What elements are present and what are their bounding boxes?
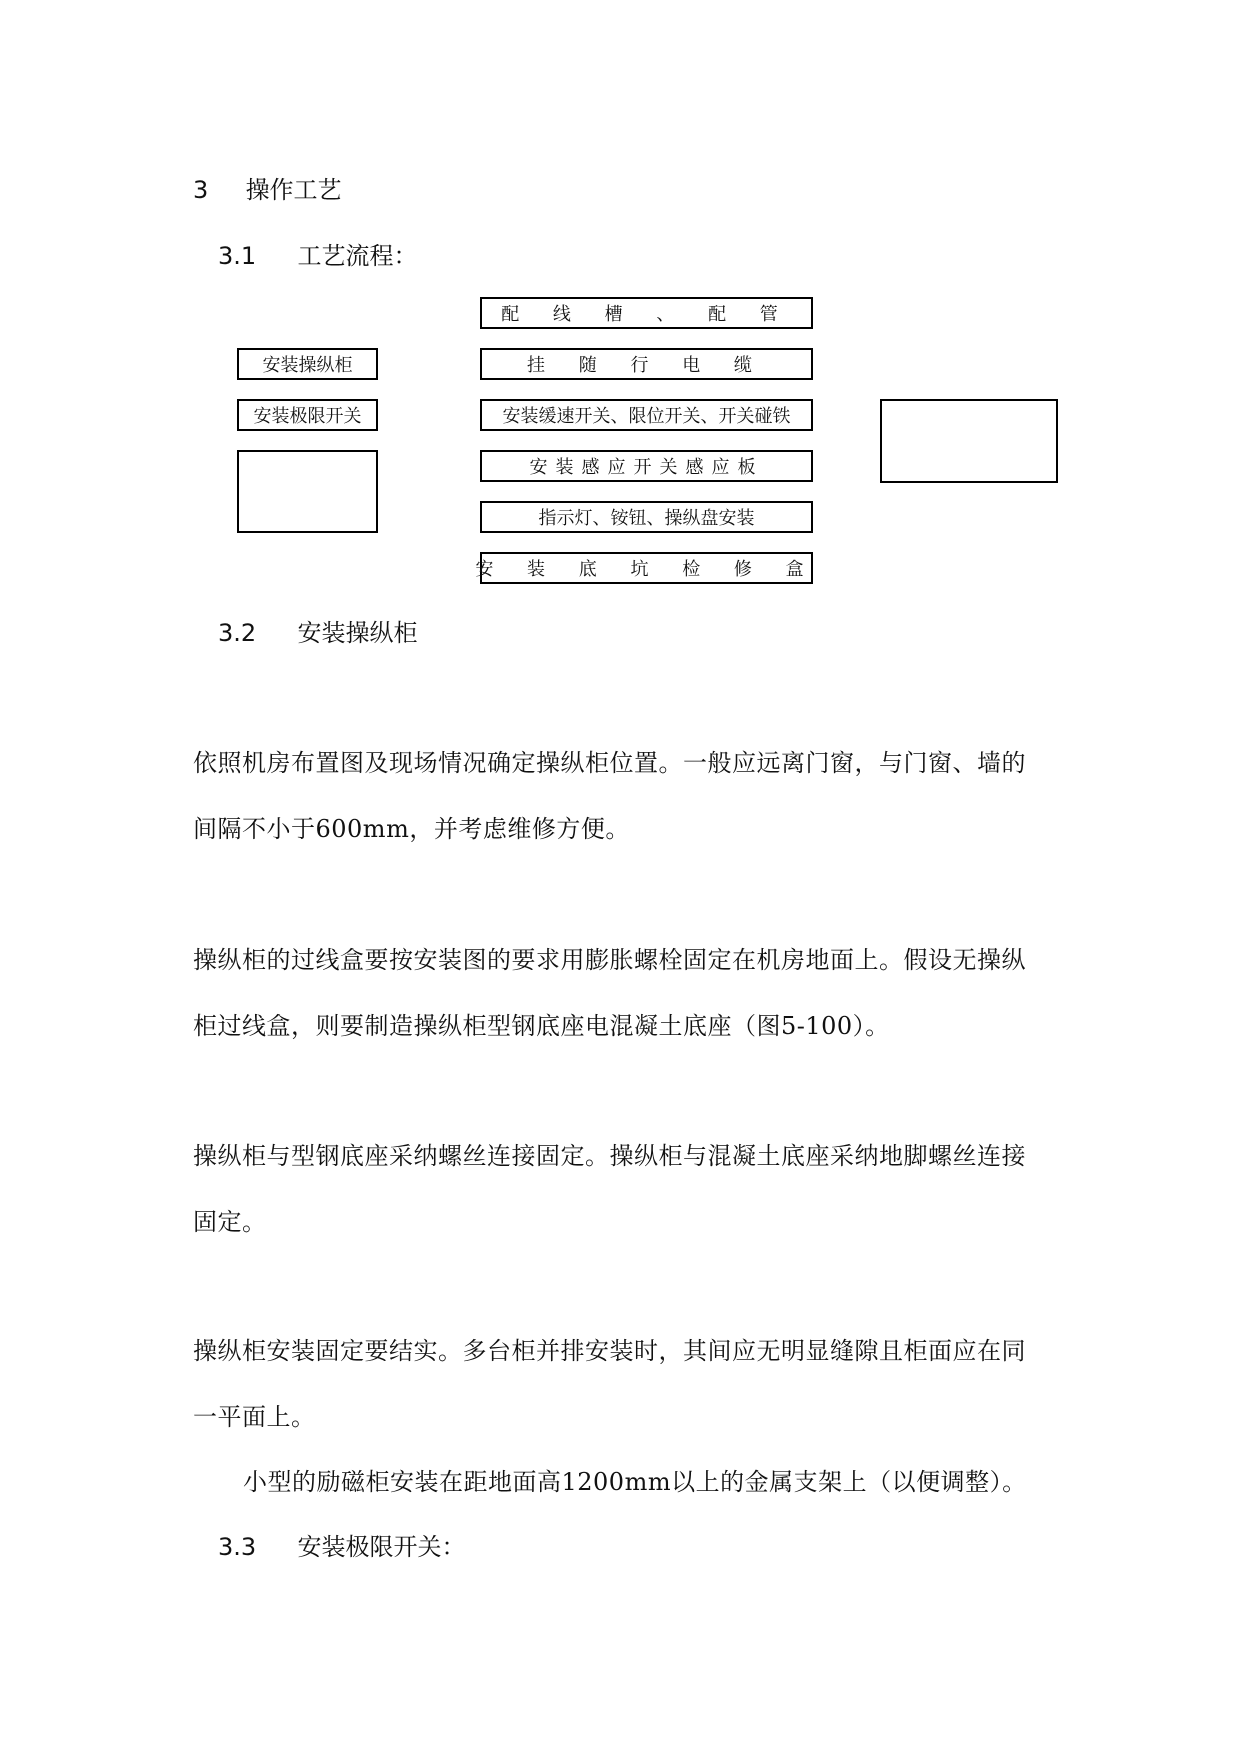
flow-step-4: 安装感应开关感应板 xyxy=(480,450,813,482)
flow-left-1: 安装操纵柜 xyxy=(237,348,378,380)
section-3-3-title: 安装极限开关： xyxy=(297,1533,466,1561)
section-3-heading xyxy=(193,170,342,205)
section-3-1-heading xyxy=(218,236,417,271)
paragraph-1-line-1: 依照机房布置图及现场情况确定操纵柜位置。一般应远离门窗，与门窗、墙的 xyxy=(193,749,1026,777)
paragraph-2-line-2: 柜过线盒，则要制造操纵柜型钢底座电混凝土底座（图5-100）。 xyxy=(193,1012,890,1040)
section-3-2-title: 安装操纵柜 xyxy=(297,619,418,647)
paragraph-1-line-2: 间隔不小于600mm，并考虑维修方便。 xyxy=(193,815,630,843)
flow-step-1: 配 线 槽 、 配 管 xyxy=(480,297,813,329)
flow-step-6: 安 装 底 坑 检 修 盒 xyxy=(480,552,813,584)
section-3-2-number: 3.2 xyxy=(218,619,257,647)
paragraph-4-line-1: 操纵柜安装固定要结实。多台柜并排安装时，其间应无明显缝隙且柜面应在同 xyxy=(193,1337,1026,1365)
paragraph-2-line-1: 操纵柜的过线盒要按安装图的要求用膨胀螺栓固定在机房地面上。假设无操纵 xyxy=(193,946,1026,974)
paragraph-4-line-2: 一平面上。 xyxy=(193,1403,316,1431)
section-3-2-heading xyxy=(218,613,417,648)
section-3-number: 3 xyxy=(193,176,209,204)
section-3-1-number: 3.1 xyxy=(218,242,257,270)
paragraph-3-line-2: 固定。 xyxy=(193,1208,267,1236)
flow-right-1 xyxy=(880,399,1058,483)
section-3-3-heading xyxy=(218,1527,465,1562)
flow-left-2: 安装极限开关 xyxy=(237,399,378,431)
paragraph-5: 小型的励磁柜安装在距地面高1200mm以上的金属支架上（以便调整）。 xyxy=(243,1468,1027,1496)
flow-step-2: 挂 随 行 电 缆 xyxy=(480,348,813,380)
flow-step-3: 安装缓速开关、限位开关、开关碰铁 xyxy=(480,399,813,431)
flow-step-5: 指示灯、铵钮、操纵盘安装 xyxy=(480,501,813,533)
paragraph-3-line-1: 操纵柜与型钢底座采纳螺丝连接固定。操纵柜与混凝土底座采纳地脚螺丝连接 xyxy=(193,1142,1026,1170)
section-3-1-title: 工艺流程： xyxy=(297,242,418,270)
flow-left-3 xyxy=(237,450,378,533)
section-3-title: 操作工艺 xyxy=(245,176,342,204)
section-3-3-number: 3.3 xyxy=(218,1533,257,1561)
